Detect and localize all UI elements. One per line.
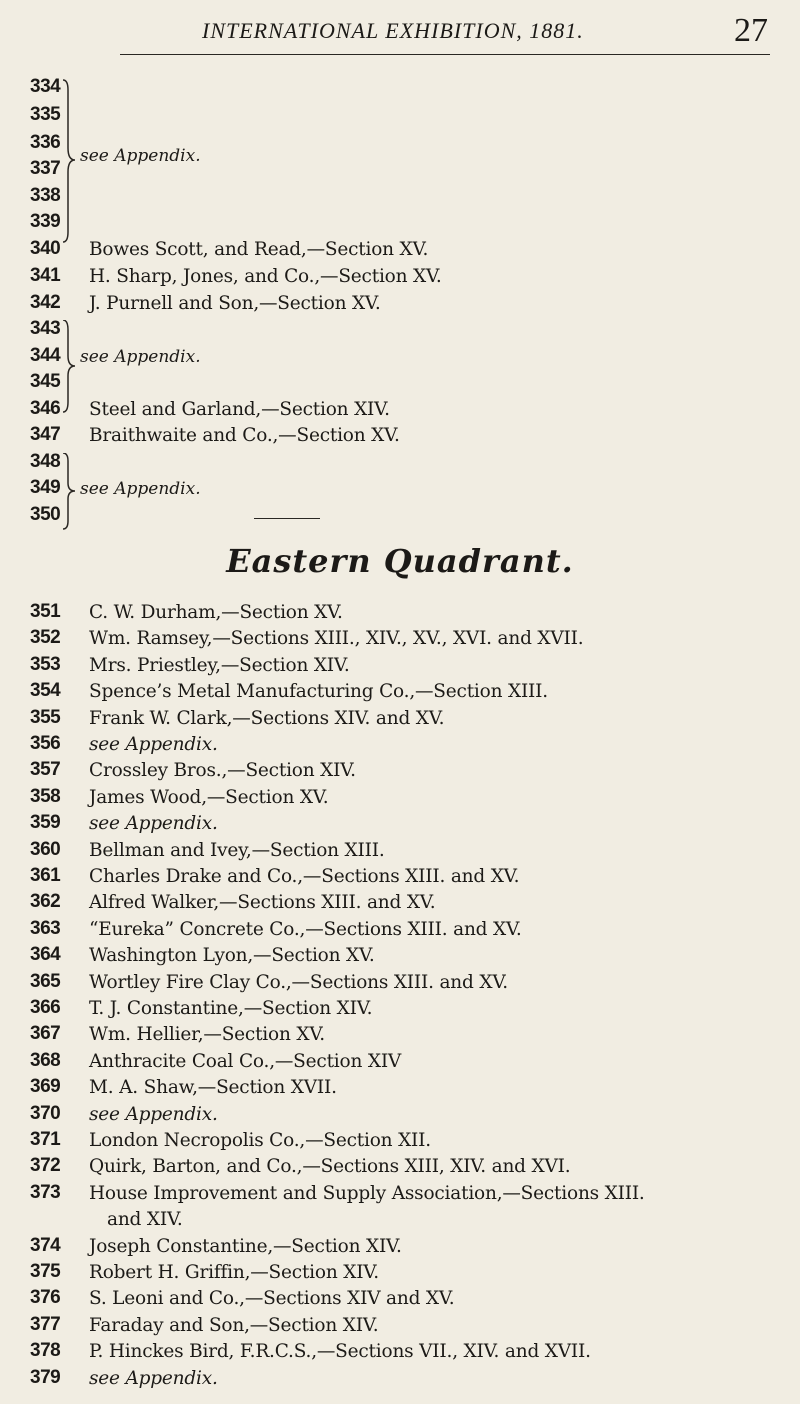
entry-text: Steel and Garland,—Section XIV. xyxy=(89,399,390,420)
entry-text: Bowes Scott, and Read,—Section XV. xyxy=(89,239,429,260)
entry-number: 362 xyxy=(30,891,61,913)
entry-number: 348 xyxy=(30,451,61,472)
entry-text: Crossley Bros.,—Section XIV. xyxy=(89,760,356,782)
entry-text: Wortley Fire Clay Co.,—Sections XIII. and XV. xyxy=(89,971,508,993)
entry-number: 345 xyxy=(30,371,61,392)
entry-number: 346 xyxy=(30,398,61,419)
entry-number: 342 xyxy=(30,292,61,313)
entry-text: House Improvement and Supply Association,—Sections XIII. xyxy=(89,1182,645,1204)
entry-number: 367 xyxy=(30,1023,61,1045)
entry-text: see Appendix. xyxy=(89,1367,218,1389)
see-appendix-334-339: see Appendix. xyxy=(80,146,201,166)
entry-text: Faraday and Son,—Section XIV. xyxy=(89,1314,379,1336)
entry-text: Frank W. Clark,—Sections XIV. and XV. xyxy=(89,707,445,729)
entry-text: T. J. Constantine,—Section XIV. xyxy=(89,998,373,1019)
page-number: 27 xyxy=(734,12,768,49)
entry-text: Wm. Ramsey,—Sections XIII., XIV., XV., XVI. and XVII. xyxy=(89,628,584,650)
entry-number: 340 xyxy=(30,238,61,259)
entry-number: 369 xyxy=(30,1076,61,1098)
divider-rule xyxy=(254,518,320,519)
entry-text: Quirk, Barton, and Co.,—Sections XIII, XIV. and XVI. xyxy=(89,1156,571,1178)
brace-348-350 xyxy=(60,453,80,533)
entry-number: 361 xyxy=(30,865,61,886)
entry-number: 379 xyxy=(30,1366,61,1388)
entry-number: 366 xyxy=(30,997,61,1018)
entry-text: see Appendix. xyxy=(89,1103,218,1125)
entry-number: 359 xyxy=(30,812,61,834)
entry-number: 373 xyxy=(30,1181,61,1203)
entry-number: 335 xyxy=(30,104,61,125)
entry-number: 377 xyxy=(30,1313,61,1335)
see-appendix-343-345: see Appendix. xyxy=(80,347,201,367)
entry-text-continuation: and XIV. xyxy=(107,1209,183,1231)
entry-text: C. W. Durham,—Section XV. xyxy=(89,602,343,623)
entry-number: 343 xyxy=(30,318,61,339)
entry-text: see Appendix. xyxy=(89,813,218,835)
entry-number: 375 xyxy=(30,1261,61,1282)
entry-number: 371 xyxy=(30,1129,61,1150)
entry-number: 336 xyxy=(30,132,61,153)
entry-number: 347 xyxy=(30,424,61,445)
entry-number: 356 xyxy=(30,733,61,754)
entry-number: 341 xyxy=(30,265,61,286)
entry-number: 368 xyxy=(30,1049,61,1071)
entry-text: London Necropolis Co.,—Section XII. xyxy=(89,1130,431,1151)
entry-number: 352 xyxy=(30,627,61,649)
entry-text: James Wood,—Section XV. xyxy=(89,786,329,808)
entry-text: Alfred Walker,—Sections XIII. and XV. xyxy=(89,892,436,914)
entry-text: Mrs. Priestley,—Section XIV. xyxy=(89,654,350,676)
entry-number: 363 xyxy=(30,917,61,939)
entry-number: 376 xyxy=(30,1287,61,1309)
entry-number: 337 xyxy=(30,158,61,179)
entry-text: see Appendix. xyxy=(89,734,218,755)
entry-number: 353 xyxy=(30,653,61,675)
entry-text: Washington Lyon,—Section XV. xyxy=(89,945,375,967)
entry-number: 339 xyxy=(30,211,61,232)
entry-number: 358 xyxy=(30,785,61,807)
section-heading: Eastern Quadrant. xyxy=(226,542,574,580)
page-header xyxy=(120,14,770,55)
entry-text: Joseph Constantine,—Section XIV. xyxy=(89,1235,402,1257)
entry-number: 365 xyxy=(30,970,61,992)
entry-text: J. Purnell and Son,—Section XV. xyxy=(89,293,381,314)
entry-number: 378 xyxy=(30,1340,61,1362)
entry-text: Charles Drake and Co.,—Sections XIII. and XV. xyxy=(89,866,520,887)
entry-number: 370 xyxy=(30,1102,61,1124)
entry-text: P. Hinckes Bird, F.R.C.S.,—Sections VII., XIV. and XVII. xyxy=(89,1341,591,1363)
entry-number: 364 xyxy=(30,944,61,966)
entry-text: Anthracite Coal Co.,—Section XIV xyxy=(89,1050,402,1072)
entry-text: H. Sharp, Jones, and Co.,—Section XV. xyxy=(89,266,442,287)
entry-text: Braithwaite and Co.,—Section XV. xyxy=(89,425,400,446)
entry-number: 360 xyxy=(30,838,61,860)
entry-number: 351 xyxy=(30,601,61,622)
entry-text: M. A. Shaw,—Section XVII. xyxy=(89,1077,337,1099)
see-appendix-348-350: see Appendix. xyxy=(80,479,201,499)
entry-text: Spence’s Metal Manufacturing Co.,—Section XIII. xyxy=(89,681,548,703)
entry-number: 355 xyxy=(30,706,61,728)
entry-number: 350 xyxy=(30,504,61,525)
entry-text: “Eureka” Concrete Co.,—Sections XIII. and XV. xyxy=(89,918,522,940)
entry-text: Wm. Hellier,—Section XV. xyxy=(89,1024,325,1046)
entry-number: 338 xyxy=(30,185,61,206)
entry-number: 349 xyxy=(30,477,61,498)
entry-number: 354 xyxy=(30,680,61,702)
entry-text: S. Leoni and Co.,—Sections XIV and XV. xyxy=(89,1288,455,1310)
entry-text: Bellman and Ivey,—Section XIII. xyxy=(89,839,385,861)
entry-number: 372 xyxy=(30,1155,61,1177)
entry-number: 374 xyxy=(30,1234,61,1256)
entry-number: 357 xyxy=(30,759,61,781)
entry-number: 344 xyxy=(30,345,61,366)
running-title: INTERNATIONAL EXHIBITION, 1881. xyxy=(202,18,584,43)
entry-text: Robert H. Griffin,—Section XIV. xyxy=(89,1262,379,1283)
entry-number: 334 xyxy=(30,76,61,97)
